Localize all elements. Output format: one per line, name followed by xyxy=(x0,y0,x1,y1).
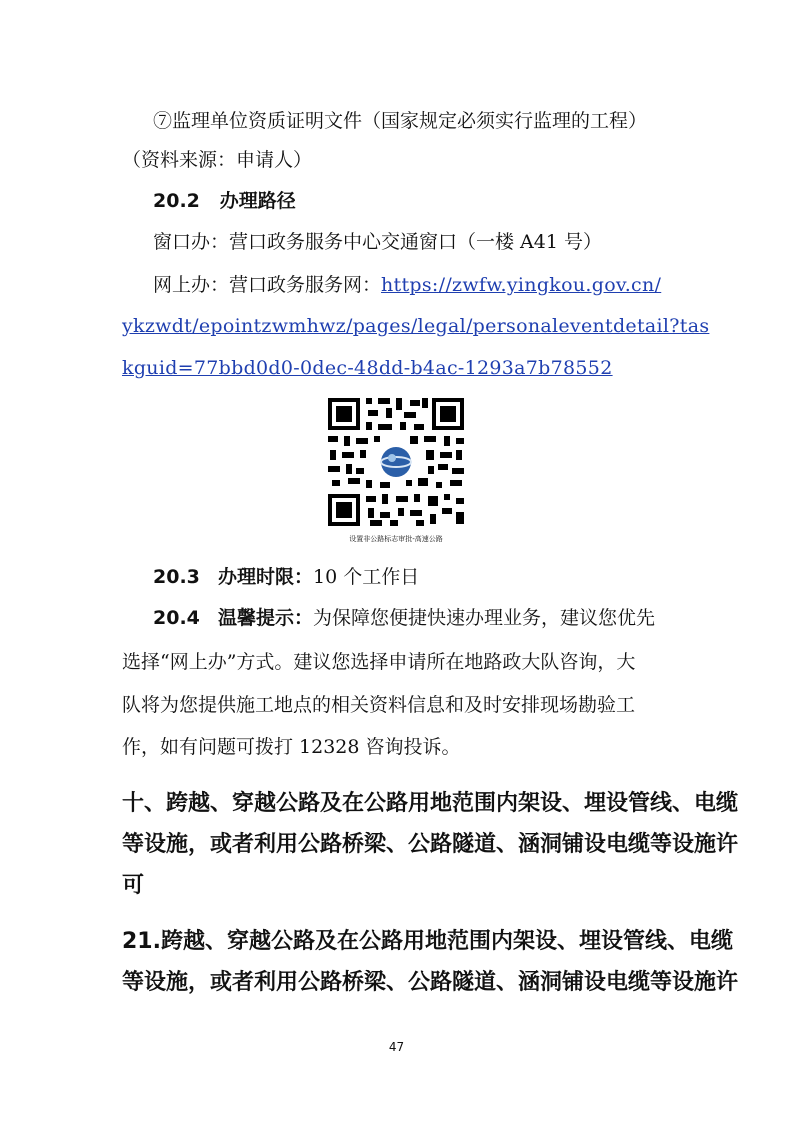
online-url-link-part1[interactable]: https://zwfw.yingkou.gov.cn/ xyxy=(381,274,662,296)
online-url-line3 xyxy=(122,355,613,381)
section-20-3-number: 20.3 xyxy=(153,566,200,588)
qr-code-block xyxy=(326,396,466,544)
section-10-heading-line2: 等设施，或者利用公路桥梁、公路隧道、涵洞铺设电缆等设施许 xyxy=(122,832,739,857)
online-office-line xyxy=(153,272,661,298)
item7-source: （资料来源：申请人） xyxy=(122,149,313,171)
online-url-link-part3[interactable]: kguid=77bbd0d0-0dec-48dd-b4ac-1293a7b78552 xyxy=(122,357,613,379)
section-20-4-line2: 选择“网上办”方式。建议您选择申请所在地路政大队咨询，大 xyxy=(122,651,636,673)
section-20-3-value: 10 个工作日 xyxy=(313,566,420,588)
online-url-link-part2[interactable]: ykzwdt/epointzwmhwz/pages/legal/personaleventdetail?tas xyxy=(122,315,710,337)
qr-code-image xyxy=(326,396,466,528)
section-20-2-heading xyxy=(153,188,296,214)
section-20-4-number: 20.4 xyxy=(153,607,200,629)
section-20-3-title: 办理时限： xyxy=(218,566,314,588)
online-office-label: 网上办：营口政务服务网： xyxy=(153,274,382,296)
section-20-4-line4: 作，如有问题可拨打 12328 咨询投诉。 xyxy=(122,736,461,758)
section-20-2-number: 20.2 xyxy=(153,190,200,212)
section-20-4-title: 温馨提示： xyxy=(218,607,314,629)
section-10-heading-line3: 可 xyxy=(122,873,145,898)
section-20-4-text1: 为保障您便捷快速办理业务，建议您优先 xyxy=(313,607,656,629)
section-20-2-title: 办理路径 xyxy=(219,190,296,212)
qr-caption: 设置非公路标志审批-高速公路 xyxy=(349,535,443,543)
section-21-heading-line1: 21.跨越、穿越公路及在公路用地范围内架设、埋设管线、电缆 xyxy=(122,929,733,954)
window-office-line: 窗口办：营口政务服务中心交通窗口（一楼 A41 号） xyxy=(153,231,602,253)
section-20-3-line xyxy=(153,564,419,590)
section-10-heading-line1: 十、跨越、穿越公路及在公路用地范围内架设、埋设管线、电缆 xyxy=(122,791,739,816)
section-20-4-line3: 队将为您提供施工地点的相关资料信息和及时安排现场勘验工 xyxy=(122,694,636,716)
online-url-line2 xyxy=(122,313,709,339)
page-number: 47 xyxy=(388,1040,405,1054)
section-20-4-line1 xyxy=(153,605,655,631)
item7-line: ⑦监理单位资质证明文件（国家规定必须实行监理的工程） xyxy=(153,110,648,132)
section-21-heading-line2: 等设施，或者利用公路桥梁、公路隧道、涵洞铺设电缆等设施许 xyxy=(122,970,739,995)
